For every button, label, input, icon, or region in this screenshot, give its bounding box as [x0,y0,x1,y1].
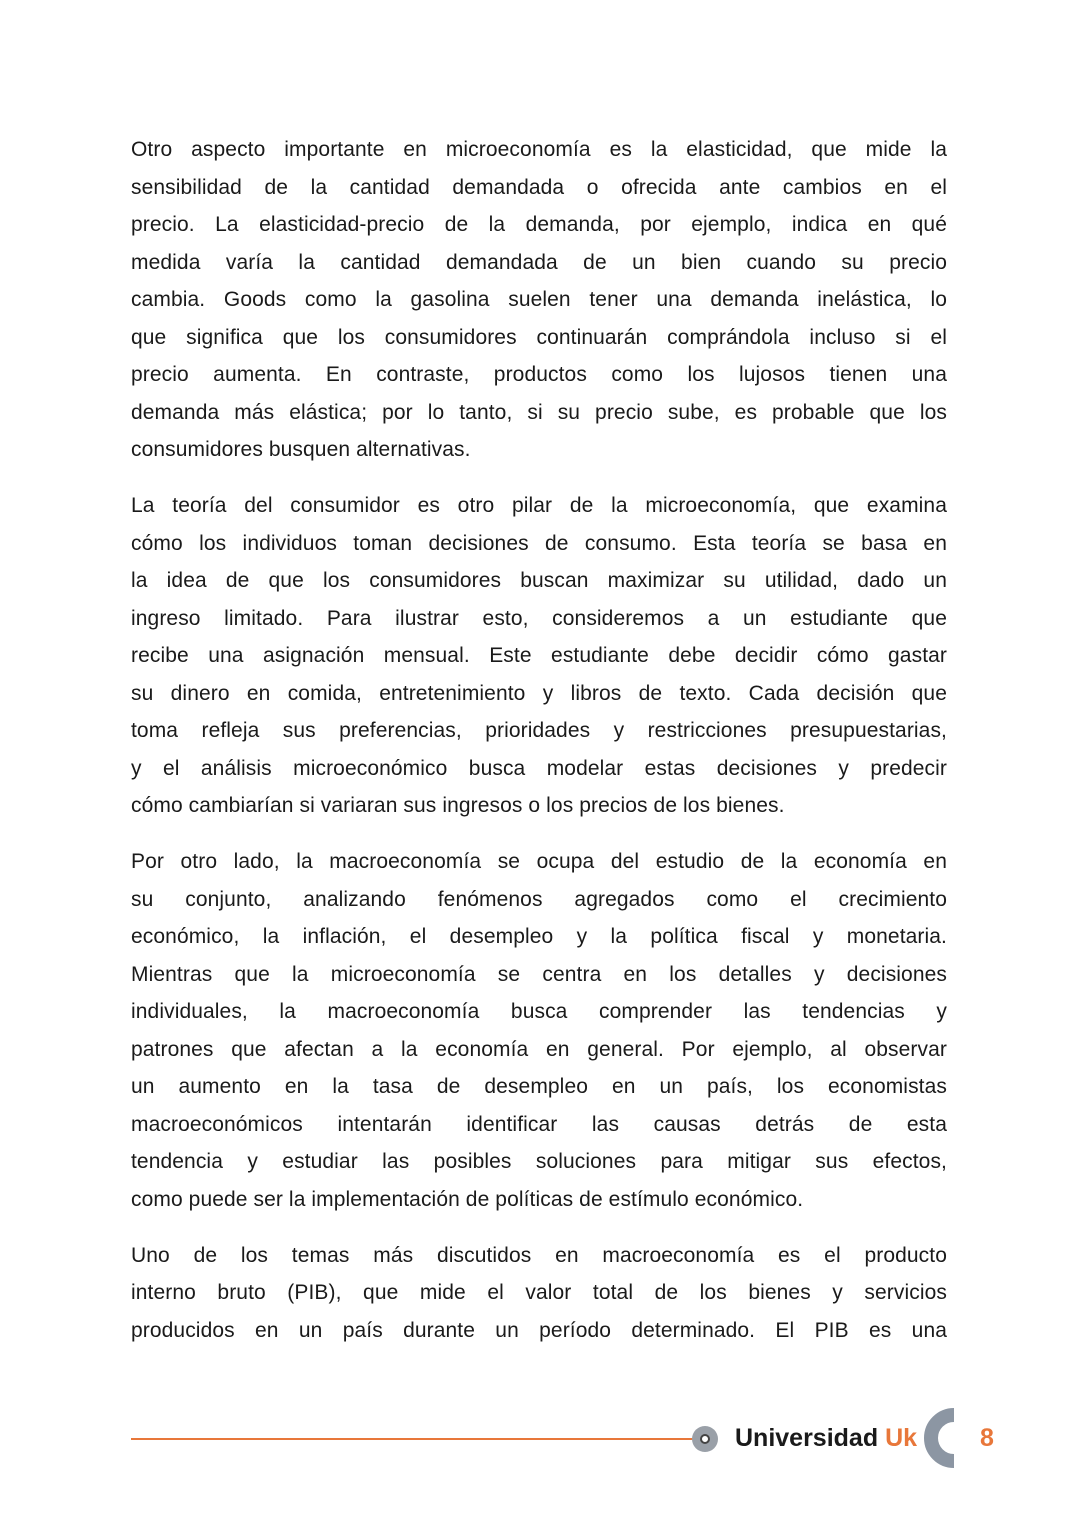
text-line: Otro aspecto importante en microeconomía es la elasticidad, que mide la [131,138,947,161]
brand-logo [735,1421,917,1455]
text-line: individuales, la macroeconomía busca comprender las tendencias y [131,1000,947,1023]
paragraph [131,487,947,825]
text-line: y el análisis microeconómico busca modelar estas decisiones y predecir [131,756,947,780]
text-line: Mientras que la microeconomía se centra en los detalles y decisiones [131,962,947,986]
text-line: que significa que los consumidores continuarán comprándola incluso si el [131,325,947,349]
text-line: Uno de los temas más discutidos en macroeconomía es el producto [131,1243,947,1267]
text-line: como puede ser la implementación de políticas de estímulo económico. [131,1187,804,1211]
text-line: un aumento en la tasa de desempleo en un país, los economistas [131,1075,947,1098]
paragraph [131,1237,947,1350]
document-body [131,131,947,1368]
text-line: tendencia y estudiar las posibles soluciones para mitigar sus efectos, [131,1150,947,1173]
text-line: patrones que afectan a la economía en general. Por ejemplo, al observar [131,1037,947,1061]
page-number: 8 [980,1424,994,1452]
text-line: su dinero en comida, entretenimiento y libros de texto. Cada decisión que [131,681,947,705]
text-line: cómo los individuos toman decisiones de consumo. Esta teoría se basa en [131,531,947,555]
text-line: consumidores busquen alternativas. [131,438,471,461]
text-line: producidos en un país durante un período determinado. El PIB es una [131,1318,947,1342]
text-line: toma refleja sus preferencias, prioridades y restricciones presupuestarias, [131,719,947,742]
decorative-arc-icon [924,1408,984,1468]
paragraph [131,843,947,1218]
text-line: macroeconómicos intentarán identificar las causas detrás de esta [131,1112,947,1136]
text-line: precio aumenta. En contraste, productos como los lujosos tienen una [131,363,947,386]
text-line: cómo cambiarían si variaran sus ingresos o los precios de los bienes. [131,794,785,817]
text-line: medida varía la cantidad demandada de un bien cuando su precio [131,250,947,274]
text-line: su conjunto, analizando fenómenos agregados como el crecimiento [131,887,947,911]
text-line: Por otro lado, la macroeconomía se ocupa del estudio de la economía en [131,850,947,873]
text-line: demanda más elástica; por lo tanto, si su precio sube, es probable que los [131,400,947,424]
text-line: económico, la inflación, el desempleo y la política fiscal y monetaria. [131,925,947,948]
text-line: recibe una asignación mensual. Este estudiante debe decidir cómo gastar [131,644,947,667]
brand-name: Universidad [735,1424,879,1452]
text-line: sensibilidad de la cantidad demandada o ofrecida ante cambios en el [131,175,947,199]
paragraph [131,131,947,469]
footer-divider [131,1438,696,1440]
text-line: cambia. Goods como la gasolina suelen tener una demanda inelástica, lo [131,288,947,311]
text-line: La teoría del consumidor es otro pilar de la microeconomía, que examina [131,494,947,517]
logo-circle-icon [692,1426,718,1452]
brand-suffix: Uk [885,1424,918,1452]
text-line: interno bruto (PIB), que mide el valor total de los bienes y servicios [131,1281,947,1304]
text-line: la idea de que los consumidores buscan maximizar su utilidad, dado un [131,569,947,592]
text-line: precio. La elasticidad-precio de la demanda, por ejemplo, indica en qué [131,213,947,236]
text-line: ingreso limitado. Para ilustrar esto, consideremos a un estudiante que [131,606,947,630]
